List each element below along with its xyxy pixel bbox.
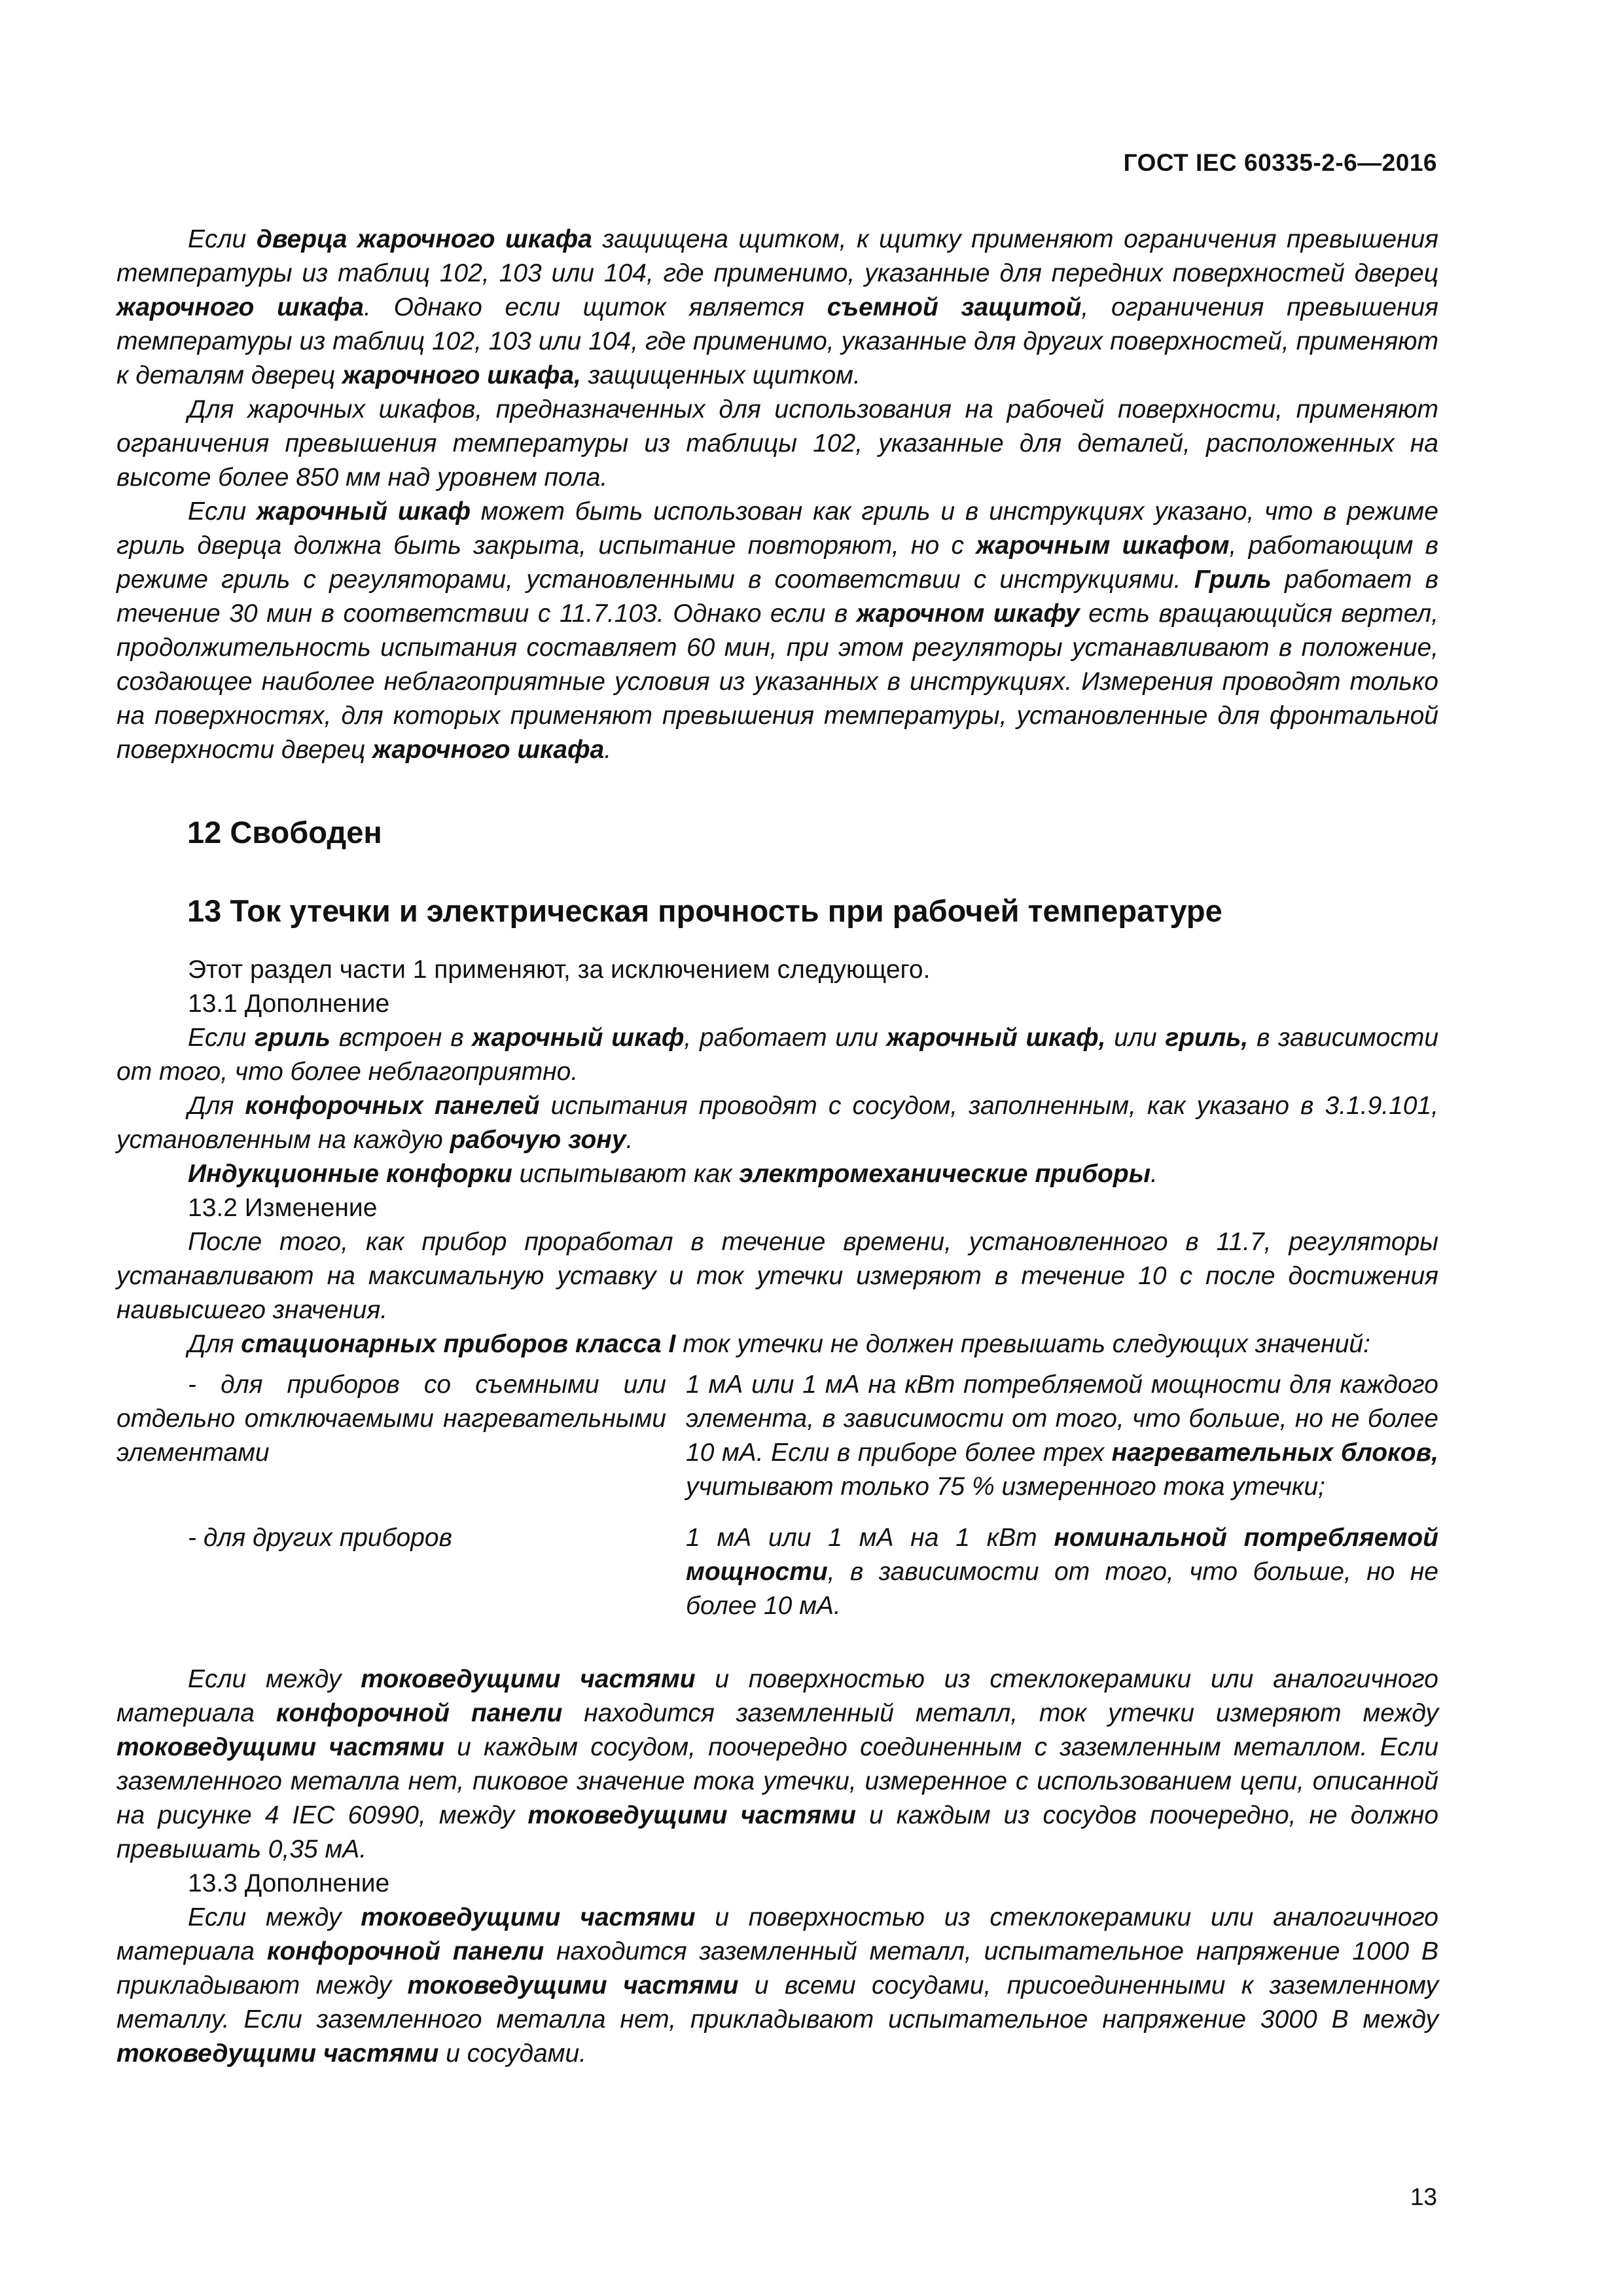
bold-term: жарочный шкаф xyxy=(472,1024,685,1052)
paragraph: Для стационарных приборов класса I ток утечки не должен превышать следующих значений: xyxy=(188,1330,1370,1358)
bold-term: электромеханические приборы xyxy=(739,1160,1151,1188)
page-content xyxy=(116,223,1438,2071)
bold-term: токоведущими частями xyxy=(407,1971,739,2000)
section-13-intro: Этот раздел части 1 применяют, за исключением следующего. xyxy=(188,956,931,984)
bold-term: рабочую зону xyxy=(450,1126,626,1154)
paragraph: Если между токоведущими частями и поверхностью из стеклокерамики или аналогичного материала конфорочной панели находится заземленный металл, испытательное напряжение 1000 В прикладывают между токоведущими частями и всеми сосудами, присоединенными к заземленному металлу. Если заземленного металла нет, прикладывают испытательное напряжение 3000 В между токоведущими частями и сосудами. xyxy=(116,1903,1439,2068)
bold-term: стационарных приборов класса I xyxy=(241,1330,676,1358)
subsection-13-1-label: 13.1 Дополнение xyxy=(188,990,390,1018)
paragraph: Индукционные конфорки испытывают как электромеханические приборы. xyxy=(188,1160,1158,1188)
section-13-heading: 13 Ток утечки и электрическая прочность при рабочей температуре xyxy=(187,893,1222,928)
bold-term: жарочный шкаф xyxy=(257,497,471,526)
bold-term: гриль xyxy=(255,1024,330,1052)
subsection-13-1-body xyxy=(116,1021,1438,1191)
bold-term: съемной защитой xyxy=(827,293,1082,321)
paragraph: Если дверца жарочного шкафа защищена щитком, к щитку применяют ограничения превышения температуры из таблиц 102, 103 или 104, где применимо, указанные для передних поверхностей дверец жарочного шкафа. Однако если щиток является съемной защитой, ограничения превышения температуры из таблиц 102, 103 или 104, где применимо, указанные для других поверхностей, применяют к деталям дверец жарочного шкафа, защищенных щитком. xyxy=(116,225,1439,389)
bold-term: гриль, xyxy=(1165,1024,1249,1052)
bold-term: жарочный шкаф, xyxy=(886,1024,1106,1052)
bold-term: номинальной потребляемой мощности xyxy=(686,1524,1438,1586)
subsection-13-3-body xyxy=(116,1901,1438,2071)
paragraph: Если между токоведущими частями и поверхностью из стеклокерамики или аналогичного материала конфорочной панели находится заземленный металл, ток утечки измеряют между токоведущими частями и каждым сосудом, поочередно соединенным с заземленным металлом. Если заземленного металла нет, пиковое значение тока утечки, измеренное с использованием цепи, описанной на рисунке 4 IEC 60990, между токоведущими частями и каждым из сосудов поочередно, не должно превышать 0,35 мА. xyxy=(116,1665,1439,1863)
bold-term: жарочного шкафа xyxy=(372,736,605,764)
section-12-heading: 12 Свободен xyxy=(187,815,382,850)
bold-term: токоведущими частями xyxy=(361,1665,696,1693)
bold-term: жарочном шкафу xyxy=(856,600,1080,628)
limit-value: 1 мА или 1 мА на 1 кВт номинальной потребляемой мощности, в зависимости от того, что больше, но не более 10 мА. xyxy=(686,1524,1438,1620)
bold-term: конфорочной панели xyxy=(276,1699,563,1727)
limit-label: - для других приборов xyxy=(188,1524,452,1552)
bold-term: токоведущими частями xyxy=(116,1733,444,1761)
bold-term: конфорочных панелей xyxy=(245,1092,540,1120)
bold-term: токоведущими частями xyxy=(361,1903,696,1931)
bold-term: дверца жарочного шкафа xyxy=(256,225,592,253)
subsection-13-2-body xyxy=(116,1225,1438,1361)
bold-term: конфорочной панели xyxy=(266,1937,544,1965)
bold-term: Индукционные конфорки xyxy=(188,1160,512,1188)
bold-term: жарочного шкафа xyxy=(116,293,364,321)
limit-value: 1 мА или 1 мА на кВт потребляемой мощности для каждого элемента, в зависимости от того, что больше, но не более 10 мА. Если в приборе более трех нагревательных блоков, учитывают только 75 % измеренного тока утечки; xyxy=(686,1371,1439,1501)
paragraph: Если жарочный шкаф может быть использован как гриль и в инструкциях указано, что в режиме гриль дверца должна быть закрыта, испытание повторяют, но с жарочным шкафом, работающим в режиме гриль с регуляторами, установленными в соответствии с инструкциями. Гриль работает в течение 30 мин в соответствии с 11.7.103. Однако если в жарочном шкафу есть вращающийся вертел, продолжительность испытания составляет 60 мин, при этом регуляторы устанавливают в положение, создающее наиболее неблагоприятные условия из указанных в инструкциях. Измерения проводят только на поверхностях, для которых применяют превышения температуры, установленные для фронтальной поверхности дверец жарочного шкафа. xyxy=(116,497,1439,764)
bold-term: токоведущими частями xyxy=(116,2039,439,2068)
paragraph: Для конфорочных панелей испытания проводят с сосудом, заполненным, как указано в 3.1.9.101, установленным на каждую рабочую зону. xyxy=(116,1092,1438,1154)
limit-label: - для приборов со съемными или отдельно отключаемыми нагревательными элементами xyxy=(116,1371,666,1467)
bold-term: жарочным шкафом xyxy=(976,531,1230,560)
paragraph: Для жарочных шкафов, предназначенных для использования на рабочей поверхности, применяют ограничения превышения температуры из таблицы 102, указанные для деталей, расположенных на высоте более 850 мм над уровнем пола. xyxy=(116,395,1438,492)
bold-term: Гриль xyxy=(1194,565,1272,594)
document-header: ГОСТ IEC 60335-2-6—2016 xyxy=(1123,149,1437,176)
subsection-13-2-label: 13.2 Изменение xyxy=(188,1194,378,1222)
bold-term: жарочного шкафа, xyxy=(342,361,581,389)
subsection-13-3-label: 13.3 Дополнение xyxy=(188,1869,390,1897)
paragraph: После того, как прибор проработал в течение времени, установленного в 11.7, регуляторы устанавливают на максимальную уставку и ток утечки измеряют в течение 10 с после достижения наивысшего значения. xyxy=(116,1228,1438,1324)
bold-term: токоведущими частями xyxy=(527,1801,856,1829)
page-number: 13 xyxy=(1410,2183,1437,2210)
paragraphs-top xyxy=(116,223,1438,767)
leakage-limits-list xyxy=(116,1368,1438,1623)
paragraph: Если гриль встроен в жарочный шкаф, работает или жарочный шкаф, или гриль, в зависимости от того, что более неблагоприятно. xyxy=(116,1024,1439,1086)
subsection-13-2-after xyxy=(116,1662,1438,1867)
bold-term: нагревательных блоков, xyxy=(1111,1439,1439,1467)
